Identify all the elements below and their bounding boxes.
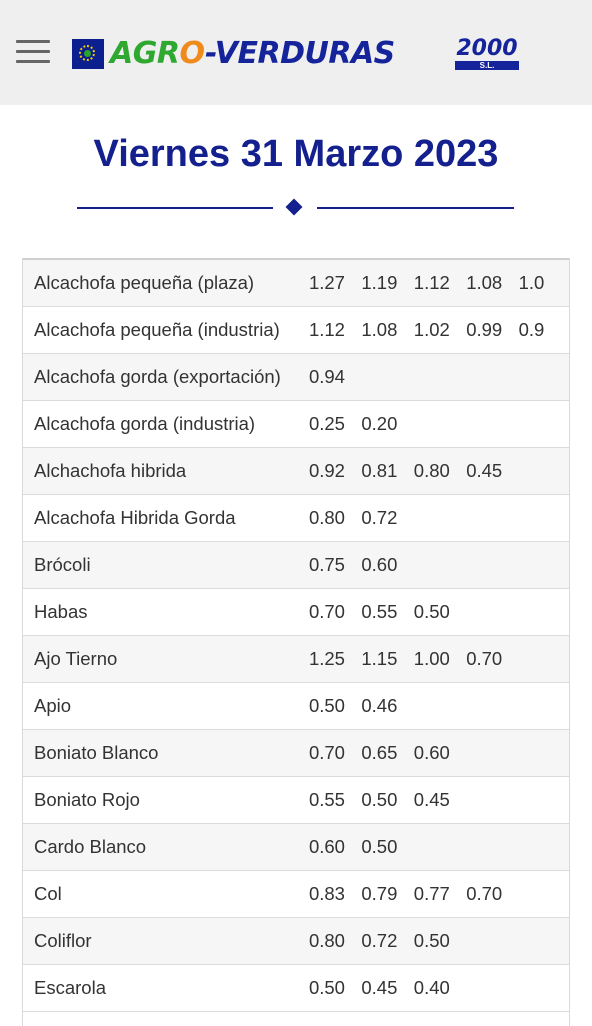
price-cell xyxy=(519,824,569,871)
price-cell: 1.19 xyxy=(361,260,413,307)
price-cell xyxy=(519,542,569,589)
price-cell xyxy=(466,965,518,1012)
price-cell: 1.12 xyxy=(414,260,466,307)
price-cell xyxy=(519,495,569,542)
site-logo[interactable] xyxy=(72,38,395,70)
price-cell: 0.72 xyxy=(361,495,413,542)
price-cell: 1.00 xyxy=(414,636,466,683)
price-cell xyxy=(519,871,569,918)
price-cell: 0.60 xyxy=(309,824,361,871)
product-name-cell: Boniato Rojo xyxy=(23,777,309,824)
price-cell: 0.50 xyxy=(361,777,413,824)
price-cell: 0.72 xyxy=(361,918,413,965)
price-cell: 0.55 xyxy=(361,589,413,636)
logo-text: AGRO-VERDURAS xyxy=(110,36,395,71)
price-cell: 0.50 xyxy=(309,965,361,1012)
product-name-cell: Cardo Blanco xyxy=(23,824,309,871)
price-cell: 0.70 xyxy=(466,871,518,918)
table-row xyxy=(23,354,569,401)
table-row xyxy=(23,636,569,683)
logo-year xyxy=(455,38,519,70)
product-name-cell: Boniato Blanco xyxy=(23,730,309,777)
price-cell xyxy=(519,730,569,777)
price-cell xyxy=(466,354,518,401)
table-row xyxy=(23,683,569,730)
price-cell: 0.94 xyxy=(309,354,361,401)
price-table xyxy=(23,260,569,1012)
table-row xyxy=(23,307,569,354)
product-name-cell: Ajo Tierno xyxy=(23,636,309,683)
price-cell: 0.40 xyxy=(414,965,466,1012)
price-cell: 0.25 xyxy=(309,401,361,448)
product-name-cell: Alcachofa Hibrida Gorda xyxy=(23,495,309,542)
price-cell xyxy=(414,495,466,542)
price-cell xyxy=(466,589,518,636)
logo-year-number: 2000 xyxy=(456,36,518,61)
price-cell: 0.77 xyxy=(414,871,466,918)
product-name-cell: Brócoli xyxy=(23,542,309,589)
price-cell: 0.65 xyxy=(361,730,413,777)
product-name-cell: Alcachofa pequeña (industria) xyxy=(23,307,309,354)
product-name-cell: Alcachofa gorda (industria) xyxy=(23,401,309,448)
price-cell xyxy=(466,683,518,730)
table-row xyxy=(23,495,569,542)
price-cell xyxy=(466,495,518,542)
price-cell: 0.45 xyxy=(466,448,518,495)
price-cell xyxy=(519,354,569,401)
divider-left-line xyxy=(77,207,273,209)
price-cell: 0.50 xyxy=(309,683,361,730)
table-row xyxy=(23,448,569,495)
table-row xyxy=(23,260,569,307)
product-name-cell: Habas xyxy=(23,589,309,636)
table-row xyxy=(23,777,569,824)
price-cell: 0.83 xyxy=(309,871,361,918)
price-cell xyxy=(414,824,466,871)
price-cell: 0.50 xyxy=(361,824,413,871)
table-row xyxy=(23,871,569,918)
price-cell: 0.70 xyxy=(466,636,518,683)
product-name-cell: Apio xyxy=(23,683,309,730)
price-cell xyxy=(414,683,466,730)
price-cell: 1.02 xyxy=(414,307,466,354)
price-cell xyxy=(466,730,518,777)
price-cell xyxy=(466,918,518,965)
price-cell xyxy=(519,918,569,965)
price-cell xyxy=(466,824,518,871)
price-cell: 0.45 xyxy=(361,965,413,1012)
price-cell: 0.60 xyxy=(361,542,413,589)
price-cell: 1.08 xyxy=(361,307,413,354)
price-cell: 0.75 xyxy=(309,542,361,589)
price-cell: 0.80 xyxy=(414,448,466,495)
price-cell xyxy=(466,401,518,448)
price-cell: 0.9 xyxy=(519,307,569,354)
price-cell: 1.25 xyxy=(309,636,361,683)
price-cell xyxy=(519,401,569,448)
table-row xyxy=(23,965,569,1012)
price-cell: 0.92 xyxy=(309,448,361,495)
price-cell: 0.80 xyxy=(309,495,361,542)
product-name-cell: Alchachofa hibrida xyxy=(23,448,309,495)
logo-emblem-icon xyxy=(72,39,104,69)
table-row xyxy=(23,824,569,871)
price-cell: 0.46 xyxy=(361,683,413,730)
product-name-cell: Alcachofa gorda (exportación) xyxy=(23,354,309,401)
table-row xyxy=(23,542,569,589)
price-cell: 0.80 xyxy=(309,918,361,965)
product-name-cell: Col xyxy=(23,871,309,918)
site-header xyxy=(0,0,592,105)
price-cell: 1.0 xyxy=(519,260,569,307)
table-row xyxy=(23,730,569,777)
product-name-cell: Alcachofa pequeña (plaza) xyxy=(23,260,309,307)
price-cell: 0.50 xyxy=(414,589,466,636)
price-cell xyxy=(414,354,466,401)
price-cell: 0.20 xyxy=(361,401,413,448)
price-cell: 1.15 xyxy=(361,636,413,683)
price-cell xyxy=(466,777,518,824)
price-table-scroll-container[interactable] xyxy=(22,258,570,1026)
price-cell: 0.70 xyxy=(309,730,361,777)
price-cell: 0.45 xyxy=(414,777,466,824)
price-cell xyxy=(519,589,569,636)
product-name-cell: Escarola xyxy=(23,965,309,1012)
hamburger-menu-icon[interactable] xyxy=(16,40,50,64)
table-row xyxy=(23,589,569,636)
price-cell xyxy=(519,965,569,1012)
price-cell xyxy=(466,542,518,589)
price-cell xyxy=(519,683,569,730)
price-cell: 0.50 xyxy=(414,918,466,965)
product-name-cell: Coliflor xyxy=(23,918,309,965)
logo-year-suffix: S.L. xyxy=(455,61,519,70)
price-cell: 0.55 xyxy=(309,777,361,824)
price-cell xyxy=(519,636,569,683)
table-row xyxy=(23,401,569,448)
price-cell xyxy=(519,777,569,824)
divider-right-line xyxy=(317,207,514,209)
price-cell: 0.81 xyxy=(361,448,413,495)
price-cell xyxy=(361,354,413,401)
page-title: Viernes 31 Marzo 2023 xyxy=(93,133,499,175)
price-cell: 0.99 xyxy=(466,307,518,354)
table-row xyxy=(23,918,569,965)
price-cell: 1.08 xyxy=(466,260,518,307)
price-cell xyxy=(414,542,466,589)
price-cell: 0.79 xyxy=(361,871,413,918)
diamond-icon xyxy=(286,199,303,216)
price-cell xyxy=(414,401,466,448)
price-cell: 1.27 xyxy=(309,260,361,307)
price-cell: 0.70 xyxy=(309,589,361,636)
price-cell: 1.12 xyxy=(309,307,361,354)
price-cell: 0.60 xyxy=(414,730,466,777)
price-cell xyxy=(519,448,569,495)
